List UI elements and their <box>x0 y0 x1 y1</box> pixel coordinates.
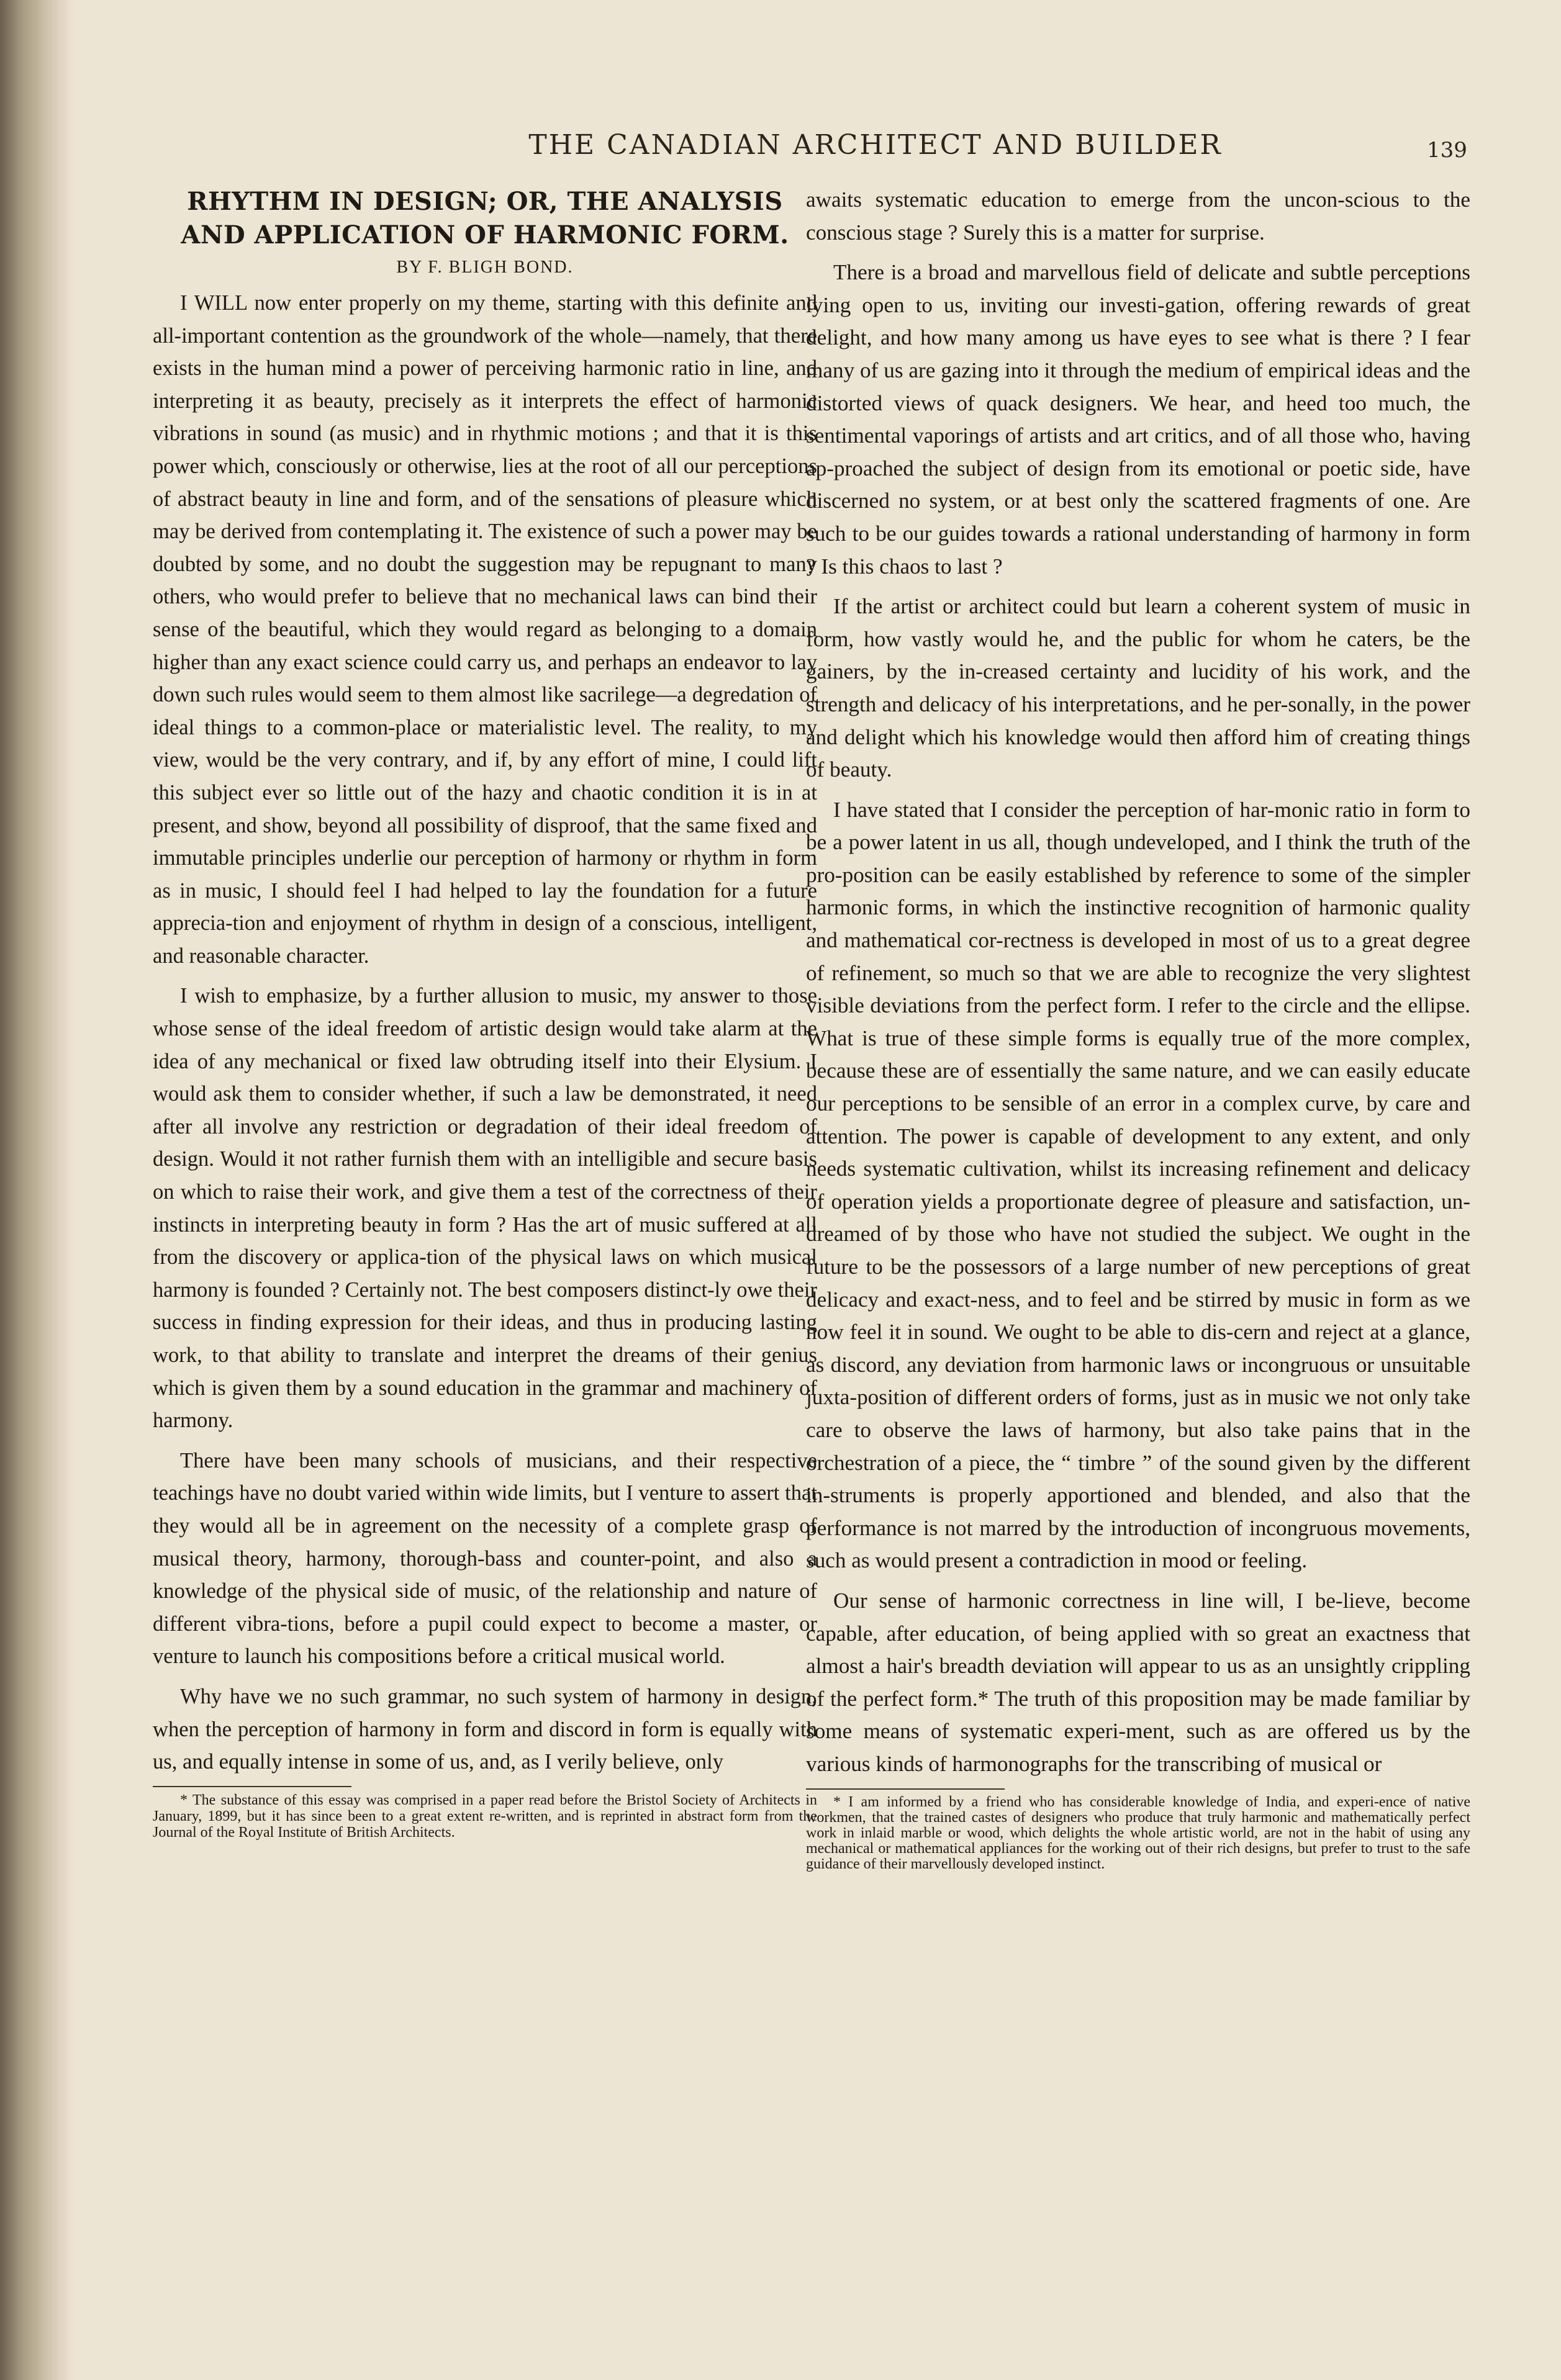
paragraph: I WILL now enter properly on my theme, starting with this definite and all-important contention as the groundwork of the whole—namely, that there exists in the human mind a power of perceiving harmonic ratio in line, and interpreting it as beauty, precisely as it interprets the effect of harmonic vibrations in sound (as music) and in rhythmic motions ; and that it is this power which, consciously or otherwise, lies at the root of all our perceptions of abstract beauty in line and form, and of the sensations of pleasure which may be derived from contemplating it. The existence of such a power may be doubted by some, and no doubt the suggestion may be repugnant to many others, who would prefer to believe that no mechanical laws can bind their sense of the beautiful, which they would regard as belonging to a domain higher than any exact science could carry us, and perhaps an endeavor to lay down such rules would seem to them almost like sacrilege—a degredation of ideal things to a common-place or materialistic level. The reality, to my view, would be the very contrary, and if, by any effort of mine, I could lift this subject ever so little out of the hazy and chaotic condition it is in at present, and show, beyond all possibility of disproof, that the same fixed and immutable principles underlie our perception of harmony or rhythm in form as in music, I should feel I had helped to lay the foundation for a future apprecia-tion and enjoyment of rhythm in design of a conscious, intelligent, and reasonable character. <box>153 291 817 968</box>
article-title: RHYTHM IN DESIGN; OR, THE ANALYSIS AND APPLICATION OF HARMONIC FORM. <box>181 187 789 250</box>
left-column <box>153 185 817 1848</box>
footnote-divider <box>806 1788 1005 1790</box>
running-head: THE CANADIAN ARCHITECT AND BUILDER <box>528 129 1223 161</box>
paragraph: If the artist or architect could but learn a coherent system of music in form, how vastly would he, and the public for whom he caters, be the gainers, by the in-creased certainty and lucidity of his work, and the strength and delicacy of his interpretations, and he per-sonally, in the power and delight which his knowledge would then afford him of creating things of beauty. <box>806 594 1470 782</box>
paragraph: I have stated that I consider the perception of har-monic ratio in form to be a power latent in us all, though undeveloped, and I think the truth of the pro-position can be easily established by reference to some of the simpler harmonic forms, in which the instinctive recognition of harmonic quality and mathematical cor-rectness is developed in most of us to a great degree of refinement, so much so that we are able to recognize the very slightest visible deviations from the perfect form. I refer to the circle and the ellipse. What is true of these simple forms is equally true of the more complex, because these are of essentially the same nature, and we can easily educate our perceptions to be sensible of an error in a complex curve, by care and attention. The power is capable of development to any extent, and only needs systematic cultivation, whilst its increasing refinement and delicacy of operation yields a proportionate degree of pleasure and satisfaction, un-dreamed of by those who have not studied the subject. We ought in the future to be the possessors of a large number of new perceptions of great delicacy and exact-ness, and to feel and be stirred by music in form as we now feel it in sound. We ought to be able to dis-cern and reject at a glance, as discord, any deviation from harmonic laws or incongruous or unsuitable juxta-position of different orders of forms, just as in music we not only take care to observe the laws of harmony, but also take pains that in the orchestration of a piece, the “ timbre ” of the sound given by the different in-struments is properly apportioned and blended, and also that the performance is not marred by the introduction of incongruous movements, such as would present a contradiction in mood or feeling. <box>806 797 1470 1573</box>
paragraph: There is a broad and marvellous field of delicate and subtle perceptions lying open to us, inviting our investi-gation, offering rewards of great delight, and how many among us have eyes to see what is there ? I fear many of us are gazing into it through the medium of empirical ideas and the distorted views of quack designers. We hear, and heed too much, the sentimental vaporings of artists and art critics, and of all those who, having ap-proached the subject of design from its emotional or poetic side, have discerned no system, or at best only the scattered fragments of one. Are such to be our guides towards a rational understanding of harmony in form ? Is this chaos to last ? <box>806 260 1470 579</box>
footnote-divider <box>153 1786 351 1787</box>
paragraph: There have been many schools of musicians, and their respective teachings have no doubt varied within wide limits, but I venture to assert that they would all be in agreement on the necessity of a complete grasp of musical theory, harmony, thorough-bass and counter-point, and also a knowledge of the physical side of music, of the relationship and nature of different vibra-tions, before a pupil could expect to become a master, or venture to launch his compositions before a critical musical world. <box>153 1448 817 1669</box>
footnote: * I am informed by a friend who has considerable knowledge of India, and experi-ence of native workmen, that the trained castes of designers who produce that truly harmonic and mathematically perfect work in inlaid marble or wood, which delights the whole artistic world, are not in the habit of using any mechanical or mathematical appliances for the working out of their rich designs, but prefer to trust to the safe guidance of their marvellously developed instinct. <box>806 1793 1470 1872</box>
paragraph: Our sense of harmonic correctness in line will, I be-lieve, become capable, after education, of being applied with so great an exactness that almost a hair's breadth deviation will appear to us as an unsightly crippling of the perfect form.* The truth of this proposition may be made familiar by some means of systematic experi-ment, such as are offered us by the various kinds of harmonographs for the transcribing of musical or <box>806 1588 1470 1776</box>
page-gutter-shadow <box>0 0 75 2380</box>
paragraph: awaits systematic education to emerge from the uncon-scious to the conscious stage ? Surely this is a matter for surprise. <box>806 187 1470 245</box>
right-column <box>806 184 1470 1880</box>
page-number: 139 <box>1427 138 1467 163</box>
paragraph: I wish to emphasize, by a further allusion to music, my answer to those whose sense of the ideal freedom of artistic design would take alarm at the idea of any mechanical or fixed law obtruding itself into their Elysium. I would ask them to consider whether, if such a law be demonstrated, it need after all involve any restriction or degradation of their ideal freedom of design. Would it not rather furnish them with an intelligible and secure basis on which to raise their work, and give them a test of the correctness of their instincts in interpreting beauty in form ? Has the art of music suffered at all from the discovery or applica-tion of the physical laws on which musical harmony is founded ? Certainly not. The best composers distinct-ly owe their success in finding expression for their ideas, and thus in producing lasting work, to that ability to translate and interpret the dreams of their genius which is given them by a sound education in the grammar and machinery of harmony. <box>153 984 817 1433</box>
article-byline: BY F. BLIGH BOND. <box>396 258 574 277</box>
paragraph: Why have we no such grammar, no such system of harmony in design, when the perception of harmony in form and discord in form is equally with us, and equally intense in some of us, and, as I verily believe, only <box>153 1684 817 1774</box>
footnote: * The substance of this essay was comprised in a paper read before the Bristol Society of Architects in January, 1899, but it has since been to a great extent re-written, and is reprinted in abstract form from the Journal of the Royal Institute of British Architects. <box>153 1792 817 1841</box>
